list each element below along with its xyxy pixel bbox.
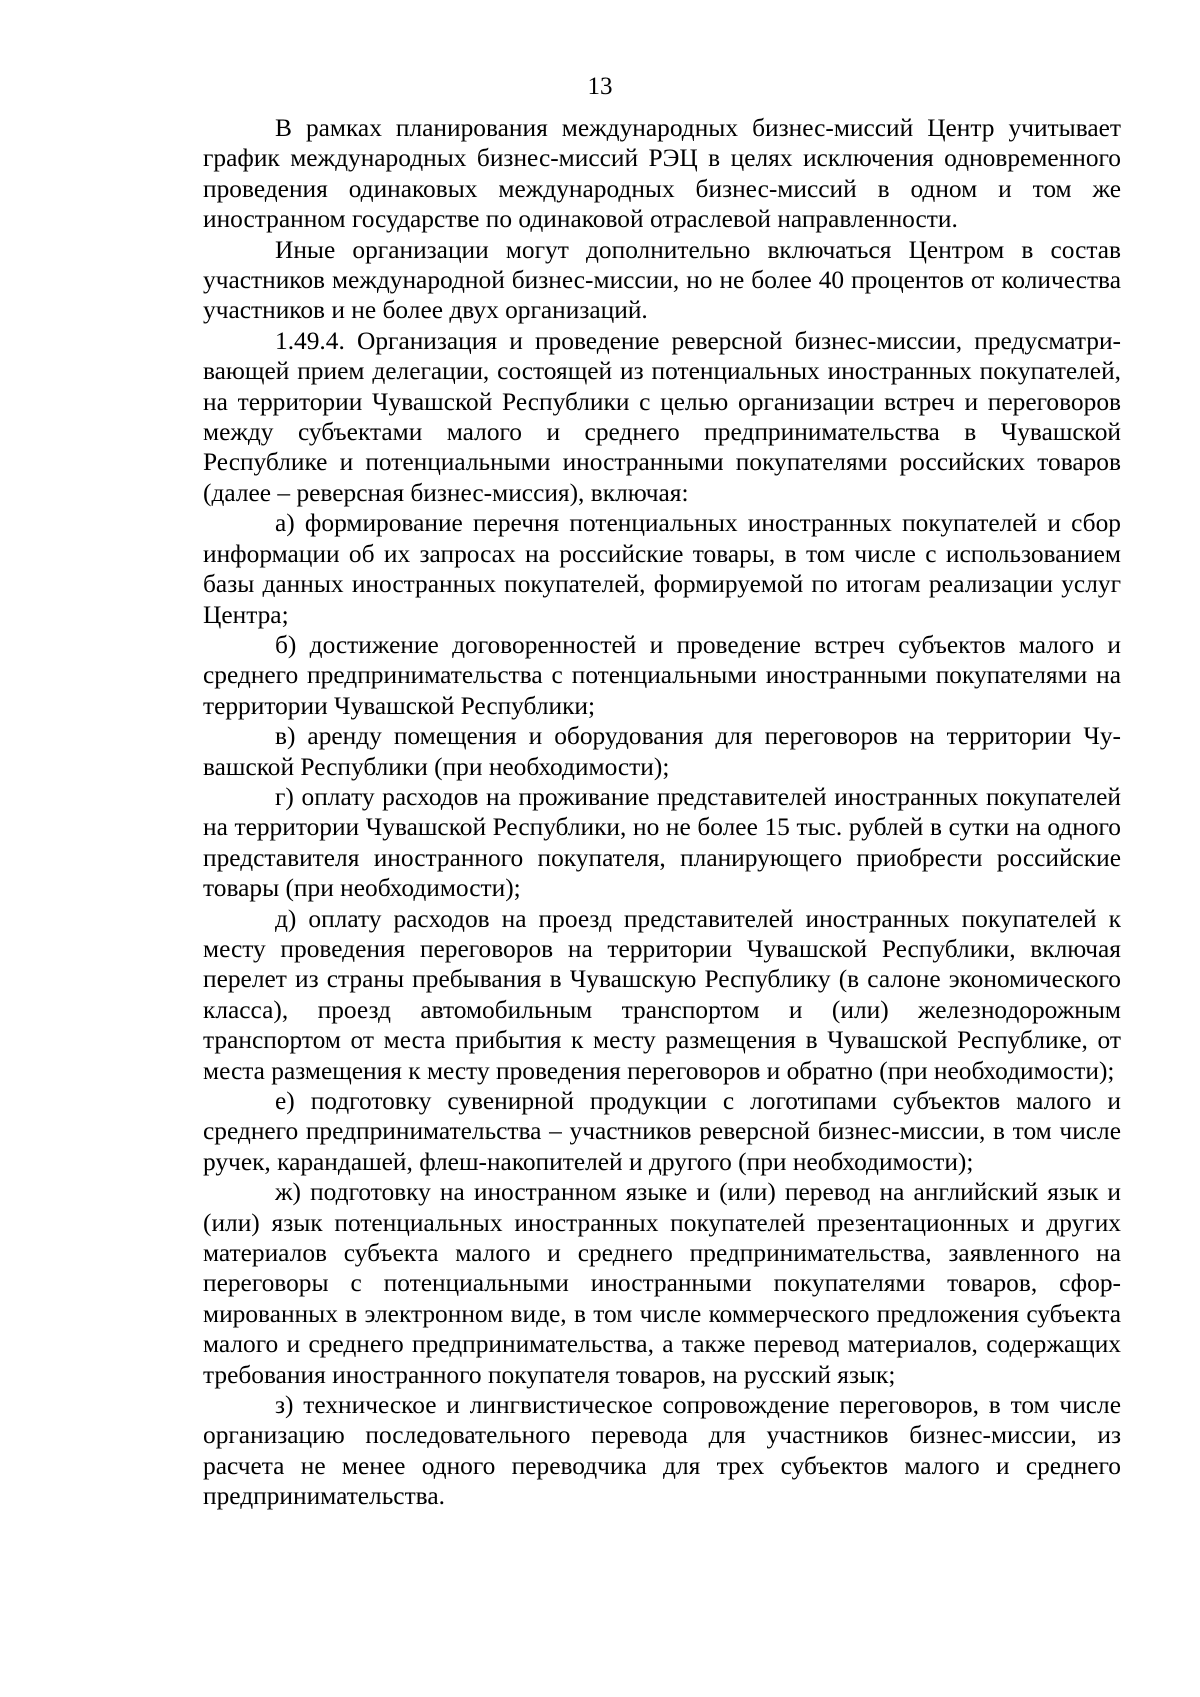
- page-number: 13: [587, 73, 613, 100]
- list-item-g: г) оплату расходов на проживание представителей иностранных покупателей на территории Чувашской Республики, но не более 15 тыс. рублей в сутки на одного представителя иностранного покупателя, планирующего приобрести российские товары (при необходимости);: [203, 782, 1121, 903]
- paragraph-1-49-4-reverse-mission: 1.49.4. Организация и проведение реверсной бизнес-миссии, предусматривающей прием делегации, состоящей из потенциальных иностранных покупателей, на территории Чувашской Республики с целью организации встреч и переговоров между субъектами малого и среднего предпринимательства в Чувашской Республике и потенциальными иностранными покупателями российских товаров (далее – реверсная бизнес-миссия), включая:: [203, 326, 1121, 507]
- list-item-b: б) достижение договоренностей и проведение встреч субъектов малого и среднего предпринимательства с потенциальными иностранными покупателями на территории Чувашской Республики;: [203, 630, 1121, 720]
- document-body: [203, 113, 1121, 1512]
- list-item-z: з) техническое и лингвистическое сопровождение переговоров, в том числе организацию последовательного перевода для участников бизнес-миссии, из расчета не менее одного переводчика для трех субъектов малого и среднего предпринимательства.: [203, 1391, 1121, 1511]
- list-item-a: а) формирование перечня потенциальных иностранных покупателей и сбор информации об их запросах на российские товары, в том числе с использованием базы данных иностранных покупателей, формируемой по итогам реализации услуг Центра;: [203, 509, 1121, 629]
- list-item-e: е) подготовку сувенирной продукции с логотипами субъектов малого и среднего предпринимательства – участников реверсной бизнес-миссии, в том числе ручек, карандашей, флеш-накопителей и другого (при необходимости);: [203, 1087, 1121, 1176]
- paragraph-business-mission-planning: В рамках планирования международных бизнес-миссий Центр учитывает график международных бизнес-миссий РЭЦ в целях исключения одновременного проведения одинаковых международных бизнес-миссий в одном и том же иностранном государстве по одинаковой отраслевой направленности.: [203, 114, 1121, 234]
- list-item-zh: ж) подготовку на иностранном языке и (или) перевод на английский язык и (или) язык потенциальных иностранных покупателей презентационных и других материалов субъекта малого и среднего предпринимательства, заявленного на переговоры с потенциальными иностранными покупателями товаров, сформированных в электронном виде, в том числе коммерческого предложения субъекта малого и среднего предпринимательства, а также перевод материалов, содержащих требования иностранного покупателя товаров, на русский язык;: [203, 1178, 1121, 1389]
- list-item-v: в) аренду помещения и оборудования для переговоров на территории Чувашской Республики (при необходимости);: [203, 722, 1121, 781]
- list-item-d: д) оплату расходов на проезд представителей иностранных покупателей к месту проведения переговоров на территории Чувашской Республики, включая перелет из страны пребывания в Чувашскую Республику (в салоне экономического класса), проезд автомобильным транспортом и (или) железнодорожным транспортом от места прибытия к месту размещения в Чувашской Республике, от места размещения к месту проведения переговоров и обратно (при необходимости);: [203, 904, 1121, 1085]
- paragraph-other-organizations: Иные организации могут дополнительно включаться Центром в состав участников международной бизнес-миссии, но не более 40 процентов от количества участников и не более двух организаций.: [203, 235, 1121, 325]
